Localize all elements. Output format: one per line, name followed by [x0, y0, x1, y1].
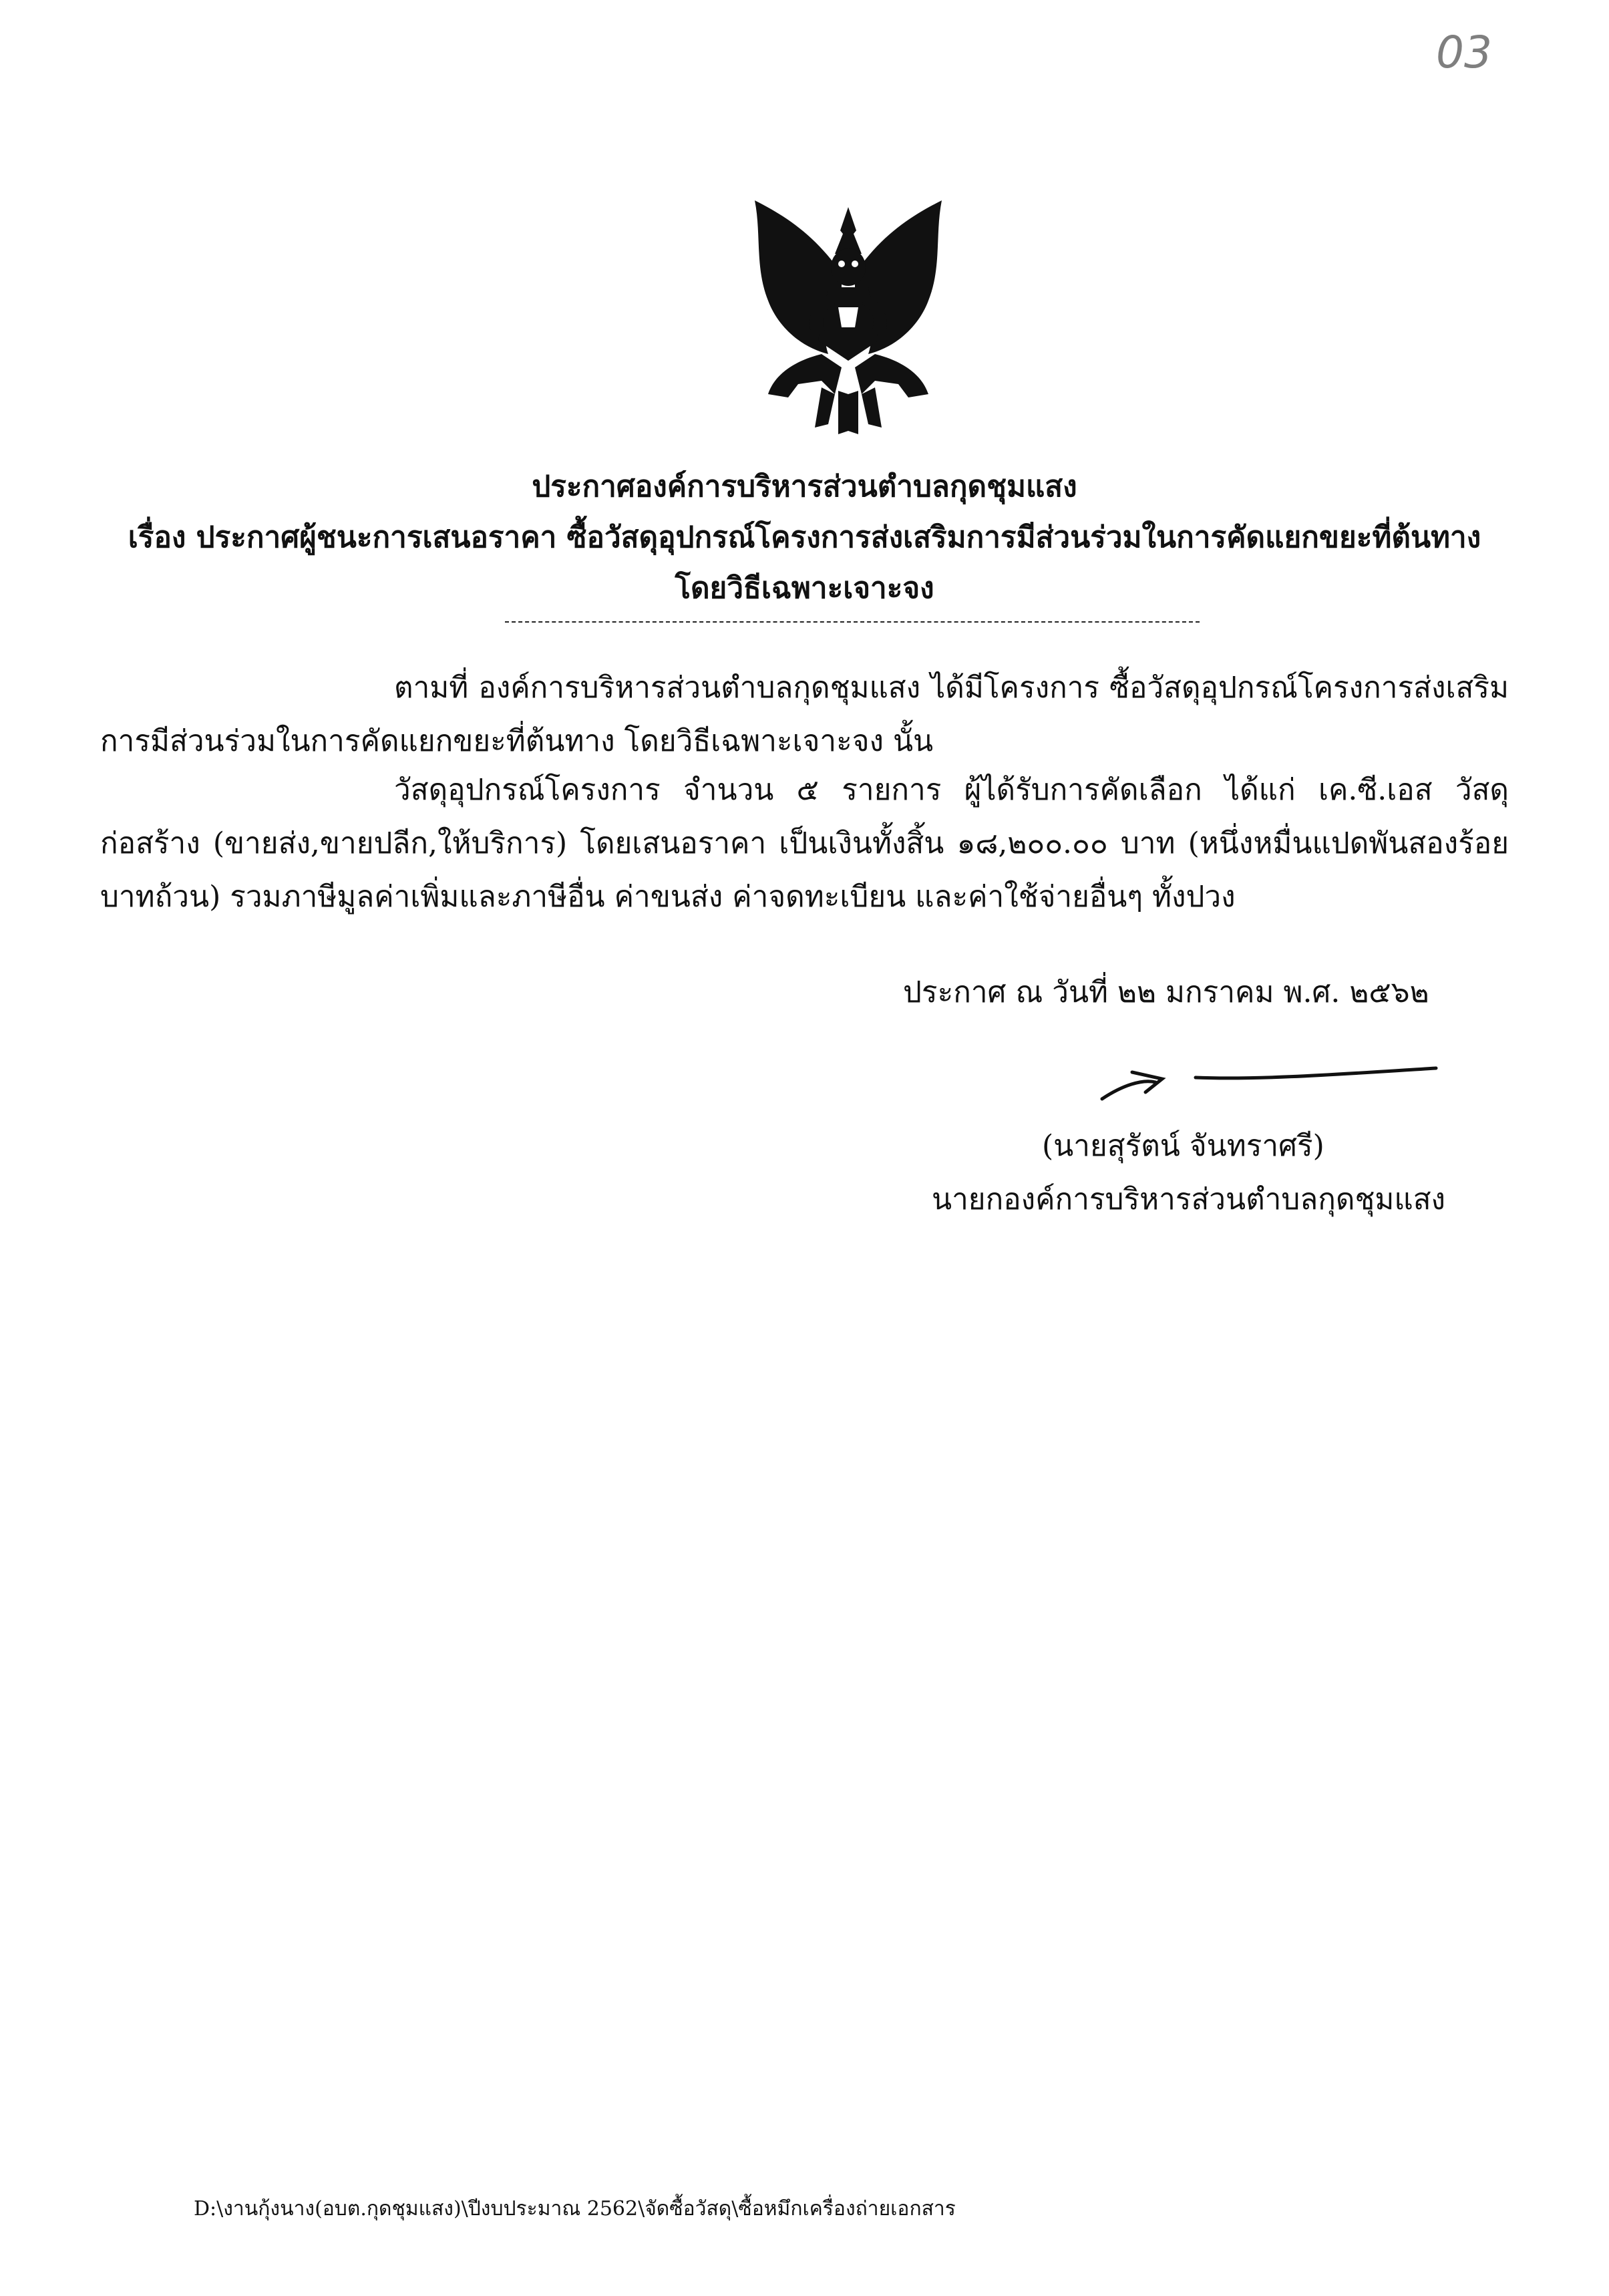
- body-paragraph-2-text: วัสดุอุปกรณ์โครงการ จำนวน ๕ รายการ ผู้ได้รับการคัดเลือก ได้แก่ เค.ซี.เอส วัสดุก่อสร้าง (ขายส่ง,ขายปลีก,ให้บริการ) โดยเสนอราคา เป็นเงินทั้งสิ้น ๑๘,๒๐๐.๐๐ บาท (หนึ่งหมื่นแปดพันสองร้อยบาทถ้วน) รวมภาษีมูลค่าเพิ่มและภาษีอื่น ค่าขนส่ง ค่าจดทะเบียน และค่าใช้จ่ายอื่นๆ ทั้งปวง: [100, 773, 1509, 914]
- subject-line-continued: โดยวิธีเฉพาะเจาะจง: [675, 571, 934, 605]
- signer-title: นายกองค์การบริหารส่วนตำบลกุดชุมแสง: [932, 1182, 1446, 1216]
- announcement-heading: ประกาศองค์การบริหารส่วนตำบลกุดชุมแสง: [532, 470, 1077, 504]
- handwritten-signature: [1095, 1059, 1443, 1106]
- file-path-footer: D:\งานกุ้งนาง(อบต.กุดชุมแสง)\ปีงบประมาณ 2562\จัดซื้อวัสดุ\ซื้อหมึกเครื่องถ่ายเอกสาร: [194, 2197, 956, 2221]
- body-paragraph-1: [100, 661, 1509, 768]
- subject-line: เรื่อง ประกาศผู้ชนะการเสนอราคา ซื้อวัสดุอุปกรณ์โครงการส่งเสริมการมีส่วนร่วมในการคัดแยกขยะที่ต้นทาง: [128, 520, 1481, 554]
- announcement-date: ประกาศ ณ วันที่ ๒๒ มกราคม พ.ศ. ๒๕๖๒: [903, 975, 1429, 1009]
- page-number: 03: [1436, 27, 1492, 78]
- garuda-emblem-icon: [741, 194, 955, 441]
- body-paragraph-2: [100, 764, 1509, 924]
- body-paragraph-1-text: ตามที่ องค์การบริหารส่วนตำบลกุดชุมแสง ได้มีโครงการ ซื้อวัสดุอุปกรณ์โครงการส่งเสริมการมีส่วนร่วมในการคัดแยกขยะที่ต้นทาง โดยวิธีเฉพาะเจาะจง นั้น: [100, 671, 1509, 758]
- signer-name: (นายสุรัตน์ จันทราศรี): [1042, 1129, 1324, 1163]
- dashed-divider: [505, 621, 1200, 623]
